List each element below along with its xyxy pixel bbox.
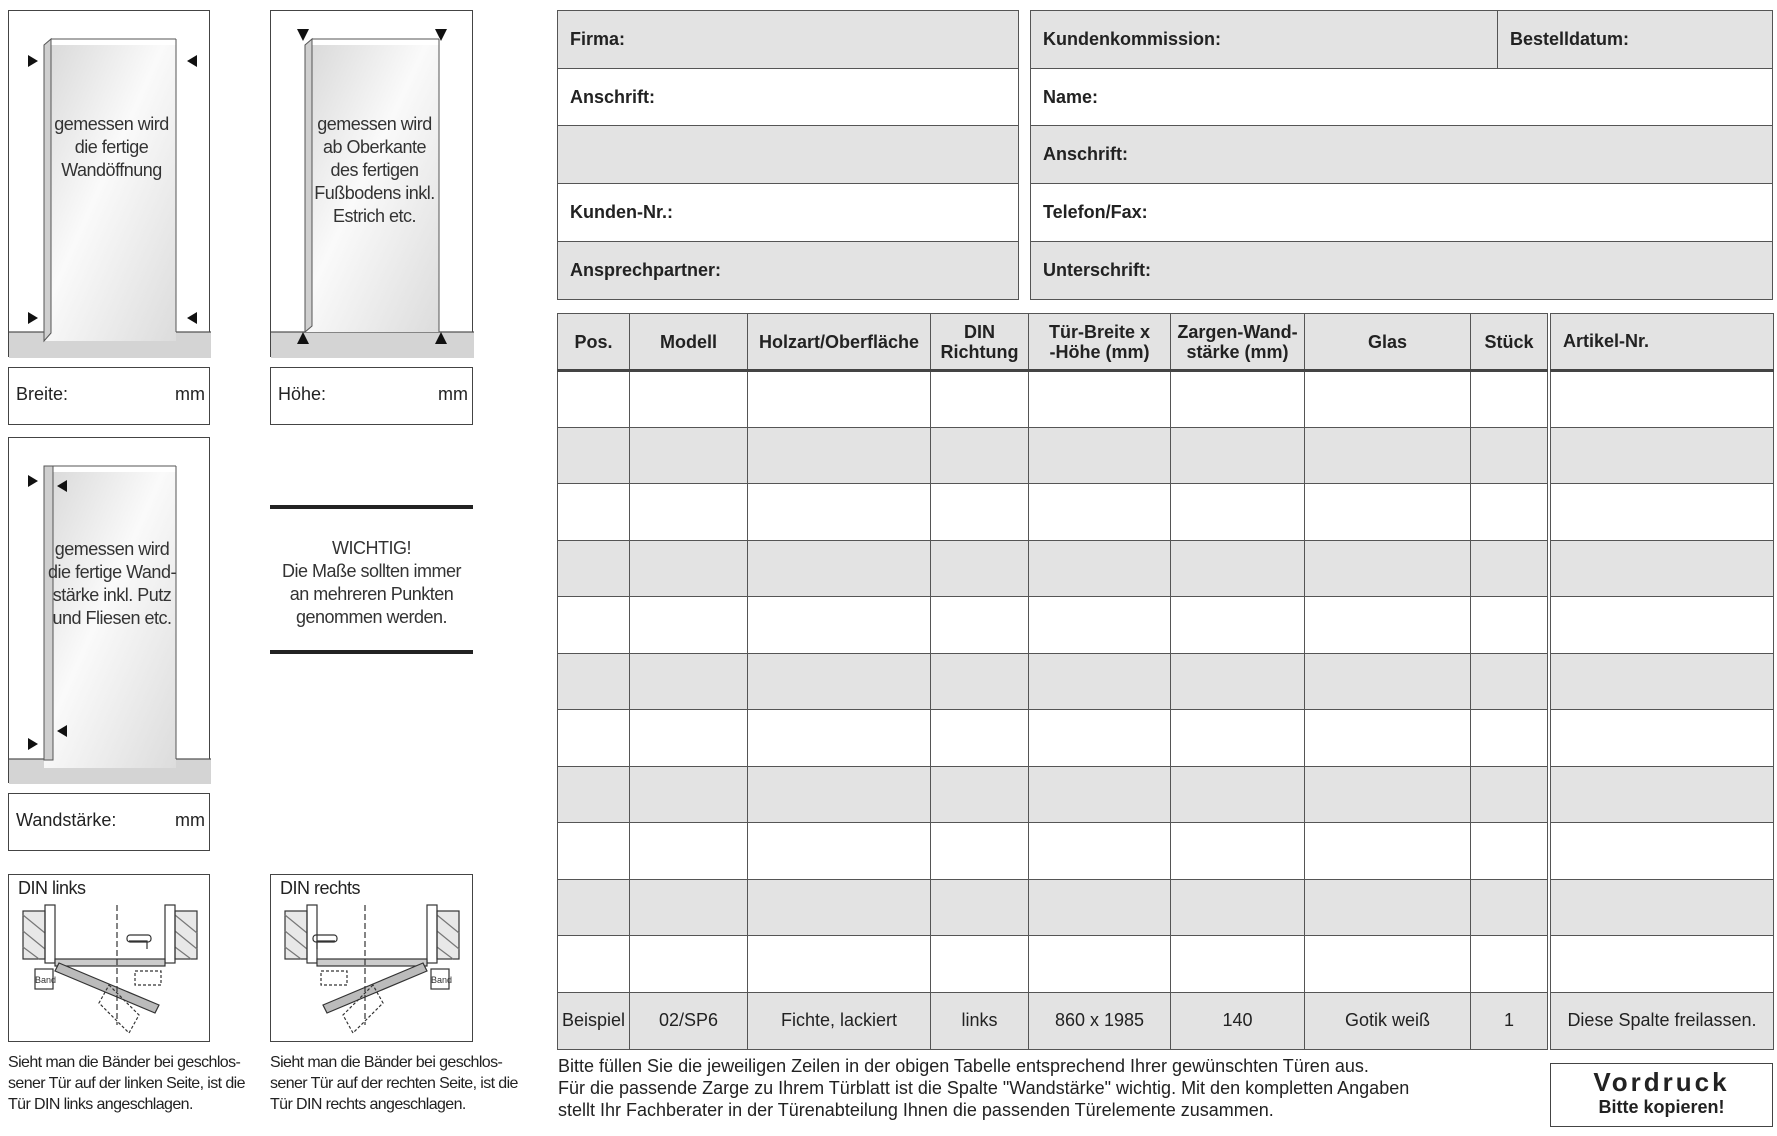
table-cell[interactable] xyxy=(748,879,931,936)
table-cell[interactable] xyxy=(1471,597,1548,654)
col-header-text: Stück xyxy=(1484,331,1534,352)
table-cell[interactable] xyxy=(558,766,630,823)
artikel-cell[interactable] xyxy=(1551,823,1774,880)
din-right-diagram xyxy=(270,874,473,1042)
artikel-cell[interactable] xyxy=(1551,936,1774,993)
artikel-row xyxy=(1551,427,1774,484)
artikel-cell[interactable] xyxy=(1551,540,1774,597)
vordruck-subtitle: Bitte kopieren! xyxy=(1598,1097,1725,1117)
wall-text-line: und Fliesen etc. xyxy=(52,608,172,628)
col-header-text: Holzart/Oberfläche xyxy=(758,331,920,352)
table-cell[interactable] xyxy=(748,766,931,823)
table-cell[interactable] xyxy=(1029,653,1171,710)
table-cell[interactable] xyxy=(1471,427,1548,484)
anschrift-right-label: Anschrift: xyxy=(1043,144,1128,164)
table-row xyxy=(558,653,1548,710)
table-cell[interactable] xyxy=(558,371,630,428)
artikel-row xyxy=(1551,879,1774,936)
wichtig-line: WICHTIG! xyxy=(332,538,411,558)
artikel-row xyxy=(1551,936,1774,993)
table-row xyxy=(558,371,1548,428)
din-left-caption-line: Tür DIN links angeschlagen. xyxy=(8,1096,193,1113)
table-cell[interactable] xyxy=(630,371,748,428)
wall-text-line: die fertige Wand- xyxy=(48,562,176,582)
table-cell[interactable] xyxy=(558,653,630,710)
table-cell[interactable] xyxy=(931,710,1029,767)
height-text-line: Fußbodens inkl. xyxy=(314,183,435,203)
table-cell[interactable] xyxy=(1029,597,1171,654)
artikel-cell[interactable] xyxy=(1551,879,1774,936)
table-row xyxy=(558,710,1548,767)
example-cell: Fichte, lackiert xyxy=(748,992,931,1049)
artikel-table xyxy=(1550,313,1774,1050)
col-header-zargen xyxy=(1171,314,1305,371)
wichtig-note xyxy=(270,537,473,629)
din-right-caption-line: Tür DIN rechts angeschlagen. xyxy=(270,1096,466,1113)
din-left-caption-line: sener Tür auf der linken Seite, ist die xyxy=(8,1075,245,1092)
bestelldatum-field[interactable] xyxy=(1497,10,1773,69)
width-text-line: gemessen wird xyxy=(54,114,169,134)
anschrift-left-field-2[interactable] xyxy=(557,125,1019,184)
note-line: Bitte füllen Sie die jeweiligen Zeilen in der obigen Tabelle entsprechend Ihrer gewünschten Türen aus. xyxy=(558,1056,1369,1076)
band-label-left: Band xyxy=(35,975,57,985)
artikel-row xyxy=(1551,710,1774,767)
width-field[interactable] xyxy=(8,367,210,425)
col-header-artikel-nr: Artikel-Nr. xyxy=(1551,314,1774,371)
example-cell: Beispiel xyxy=(558,992,630,1049)
width-diagram xyxy=(8,10,210,357)
table-cell[interactable] xyxy=(1471,484,1548,541)
kunden-nr-field[interactable] xyxy=(557,183,1019,242)
anschrift-left-label: Anschrift: xyxy=(570,86,655,107)
table-cell[interactable] xyxy=(1029,484,1171,541)
table-cell[interactable] xyxy=(1171,766,1305,823)
height-text-line: ab Oberkante xyxy=(322,137,427,157)
table-cell[interactable] xyxy=(748,597,931,654)
col-header-text: Pos. xyxy=(574,331,613,352)
table-cell[interactable] xyxy=(1305,936,1471,993)
name-label: Name: xyxy=(1043,86,1099,107)
artikel-cell[interactable] xyxy=(1551,371,1774,428)
table-row xyxy=(558,766,1548,823)
col-header-text: Modell xyxy=(660,331,717,352)
kundenkommission-label: Kundenkommission: xyxy=(1043,29,1222,49)
col-header-text: -Höhe (mm) xyxy=(1049,341,1150,362)
table-cell[interactable] xyxy=(748,540,931,597)
artikel-example-cell: Diese Spalte freilassen. xyxy=(1551,992,1774,1049)
table-cell[interactable] xyxy=(630,766,748,823)
door-hinge-right-drawing xyxy=(271,875,474,1043)
height-text-line: gemessen wird xyxy=(317,114,432,134)
table-cell[interactable] xyxy=(931,823,1029,880)
wichtig-top-rule xyxy=(270,505,473,509)
col-header-text: Richtung xyxy=(940,341,1019,362)
orders-table xyxy=(557,313,1548,1050)
table-cell[interactable] xyxy=(1171,540,1305,597)
wall-thickness-diagram xyxy=(8,437,210,783)
height-diagram-text xyxy=(311,113,438,228)
table-cell[interactable] xyxy=(1171,879,1305,936)
table-cell[interactable] xyxy=(1305,427,1471,484)
kunden-nr-label: Kunden-Nr.: xyxy=(570,202,673,222)
table-cell[interactable] xyxy=(931,879,1029,936)
col-header-modell xyxy=(630,314,748,371)
table-cell[interactable] xyxy=(558,427,630,484)
table-cell[interactable] xyxy=(558,936,630,993)
table-cell[interactable] xyxy=(748,371,931,428)
table-cell[interactable] xyxy=(931,653,1029,710)
table-cell[interactable] xyxy=(558,597,630,654)
artikel-cell[interactable] xyxy=(1551,427,1774,484)
col-header-tuer-breite xyxy=(1029,314,1171,371)
table-cell[interactable] xyxy=(1471,710,1548,767)
col-header-text: Zargen-Wand- xyxy=(1177,321,1298,342)
table-cell[interactable] xyxy=(1029,540,1171,597)
wichtig-bottom-rule xyxy=(270,650,473,654)
table-cell[interactable] xyxy=(931,766,1029,823)
col-header-pos xyxy=(558,314,630,371)
wall-thickness-label: Wandstärke: xyxy=(16,810,117,830)
ansprechpartner-label: Ansprechpartner: xyxy=(570,260,722,280)
table-row xyxy=(558,823,1548,880)
table-cell[interactable] xyxy=(630,823,748,880)
table-cell[interactable] xyxy=(630,710,748,767)
wall-text-line: gemessen wird xyxy=(54,539,170,559)
table-cell[interactable] xyxy=(1305,766,1471,823)
table-cell[interactable] xyxy=(558,823,630,880)
table-cell[interactable] xyxy=(1029,766,1171,823)
table-cell[interactable] xyxy=(1029,371,1171,428)
table-cell[interactable] xyxy=(630,427,748,484)
height-text-line: Estrich etc. xyxy=(332,206,417,226)
table-row xyxy=(558,484,1548,541)
table-cell[interactable] xyxy=(630,879,748,936)
table-cell[interactable] xyxy=(630,484,748,541)
wichtig-line: Die Maße sollten immer xyxy=(281,561,462,581)
table-cell[interactable] xyxy=(630,540,748,597)
table-cell[interactable] xyxy=(748,653,931,710)
din-right-caption-line: sener Tür auf der rechten Seite, ist die xyxy=(270,1075,518,1092)
din-left-title: DIN links xyxy=(18,878,86,898)
table-cell[interactable] xyxy=(748,427,931,484)
example-cell: links xyxy=(931,992,1029,1049)
artikel-header-row xyxy=(1551,314,1774,371)
table-cell[interactable] xyxy=(748,710,931,767)
table-cell[interactable] xyxy=(1171,597,1305,654)
artikel-row xyxy=(1551,597,1774,654)
height-diagram xyxy=(270,10,473,357)
note-line: stellt Ihr Fachberater in der Türenabteilung Ihnen die passenden Türelemente zusammen. xyxy=(558,1100,1274,1120)
orders-header-row xyxy=(558,314,1548,371)
table-cell[interactable] xyxy=(1305,371,1471,428)
col-header-text: stärke (mm) xyxy=(1186,341,1289,362)
table-cell[interactable] xyxy=(1305,540,1471,597)
vordruck-stamp xyxy=(1550,1063,1773,1127)
table-cell[interactable] xyxy=(1171,484,1305,541)
col-header-stueck xyxy=(1471,314,1548,371)
height-field[interactable] xyxy=(270,367,473,425)
table-cell[interactable] xyxy=(1471,936,1548,993)
ansprechpartner-field[interactable] xyxy=(557,241,1019,300)
width-text-line: die fertige xyxy=(74,137,149,157)
table-cell[interactable] xyxy=(1471,371,1548,428)
table-cell[interactable] xyxy=(1171,710,1305,767)
telefon-fax-label: Telefon/Fax: xyxy=(1043,202,1148,222)
width-label: Breite: xyxy=(16,384,69,404)
table-cell[interactable] xyxy=(1471,540,1548,597)
din-left-caption xyxy=(8,1052,253,1115)
wichtig-line: an mehreren Punkten xyxy=(289,584,454,604)
kundenkommission-field[interactable] xyxy=(1030,10,1498,69)
table-cell[interactable] xyxy=(1171,371,1305,428)
table-cell[interactable] xyxy=(1471,879,1548,936)
artikel-cell[interactable] xyxy=(1551,484,1774,541)
unterschrift-label: Unterschrift: xyxy=(1043,260,1152,280)
table-cell[interactable] xyxy=(1171,427,1305,484)
table-cell[interactable] xyxy=(931,597,1029,654)
table-cell[interactable] xyxy=(1305,823,1471,880)
artikel-row xyxy=(1551,653,1774,710)
din-right-title: DIN rechts xyxy=(280,878,361,898)
height-label: Höhe: xyxy=(278,384,327,404)
table-cell[interactable] xyxy=(558,484,630,541)
unterschrift-field[interactable] xyxy=(1030,241,1773,300)
table-cell[interactable] xyxy=(1471,766,1548,823)
firma-field[interactable] xyxy=(557,10,1019,69)
table-cell[interactable] xyxy=(1029,823,1171,880)
table-cell[interactable] xyxy=(931,540,1029,597)
table-row xyxy=(558,936,1548,993)
width-unit: mm xyxy=(175,384,205,404)
telefon-fax-field[interactable] xyxy=(1030,183,1773,242)
example-row xyxy=(558,992,1548,1049)
col-header-text: Glas xyxy=(1367,331,1408,352)
table-cell[interactable] xyxy=(1171,823,1305,880)
table-cell[interactable] xyxy=(1029,427,1171,484)
artikel-row xyxy=(1551,823,1774,880)
height-text-line: des fertigen xyxy=(330,160,419,180)
table-cell[interactable] xyxy=(558,540,630,597)
artikel-row xyxy=(1551,484,1774,541)
artikel-cell[interactable] xyxy=(1551,710,1774,767)
table-cell[interactable] xyxy=(630,653,748,710)
table-cell[interactable] xyxy=(931,427,1029,484)
col-header-text: Tür-Breite x xyxy=(1048,321,1151,342)
table-cell[interactable] xyxy=(1029,936,1171,993)
table-row xyxy=(558,597,1548,654)
artikel-cell[interactable] xyxy=(1551,766,1774,823)
din-right-caption xyxy=(270,1052,530,1115)
din-left-diagram xyxy=(8,874,210,1042)
wall-thickness-field[interactable] xyxy=(8,793,210,851)
vordruck-title: Vordruck xyxy=(1593,1067,1730,1097)
table-cell[interactable] xyxy=(1471,653,1548,710)
artikel-row xyxy=(1551,371,1774,428)
din-right-caption-line: Sieht man die Bänder bei geschlos- xyxy=(270,1054,503,1071)
door-hinge-left-drawing xyxy=(9,875,211,1043)
table-cell[interactable] xyxy=(558,879,630,936)
table-cell[interactable] xyxy=(630,597,748,654)
artikel-cell[interactable] xyxy=(1551,653,1774,710)
table-cell[interactable] xyxy=(1305,653,1471,710)
example-cell: Gotik weiß xyxy=(1305,992,1471,1049)
wall-text-line: stärke inkl. Putz xyxy=(52,585,172,605)
height-unit: mm xyxy=(438,384,468,404)
table-cell[interactable] xyxy=(1471,823,1548,880)
col-header-text: DIN xyxy=(964,321,995,342)
table-cell[interactable] xyxy=(1029,710,1171,767)
table-cell[interactable] xyxy=(748,823,931,880)
note-line: Für die passende Zarge zu Ihrem Türblatt ist die Spalte "Wandstärke" wichtig. Mit den kompletten Angaben xyxy=(558,1078,1410,1098)
table-row xyxy=(558,540,1548,597)
table-row xyxy=(558,879,1548,936)
table-cell[interactable] xyxy=(1029,879,1171,936)
wall-diagram-text xyxy=(47,538,177,630)
table-cell[interactable] xyxy=(558,710,630,767)
artikel-example-row xyxy=(1551,992,1774,1049)
table-cell[interactable] xyxy=(931,484,1029,541)
instructions-note xyxy=(558,1055,1409,1121)
table-cell[interactable] xyxy=(748,484,931,541)
anschrift-left-field[interactable] xyxy=(557,68,1019,126)
table-cell[interactable] xyxy=(1305,484,1471,541)
artikel-cell[interactable] xyxy=(1551,597,1774,654)
example-cell: 1 xyxy=(1471,992,1548,1049)
table-cell[interactable] xyxy=(1305,597,1471,654)
table-cell[interactable] xyxy=(1305,710,1471,767)
artikel-row xyxy=(1551,766,1774,823)
col-header-holzart xyxy=(748,314,931,371)
col-header-glas xyxy=(1305,314,1471,371)
name-field[interactable] xyxy=(1030,68,1773,126)
din-left-caption-line: Sieht man die Bänder bei geschlos- xyxy=(8,1054,241,1071)
example-cell: 860 x 1985 xyxy=(1029,992,1171,1049)
width-text-line: Wandöffnung xyxy=(61,160,162,180)
table-row xyxy=(558,427,1548,484)
col-header-din-richtung xyxy=(931,314,1029,371)
artikel-row xyxy=(1551,540,1774,597)
table-cell[interactable] xyxy=(1171,936,1305,993)
band-label-right: Band xyxy=(431,975,453,985)
wichtig-line: genommen werden. xyxy=(295,607,448,627)
wall-thickness-unit: mm xyxy=(175,810,205,830)
example-cell: 140 xyxy=(1171,992,1305,1049)
width-diagram-drawing xyxy=(9,11,211,358)
anschrift-right-field[interactable] xyxy=(1030,125,1773,184)
example-cell: 02/SP6 xyxy=(630,992,748,1049)
table-cell[interactable] xyxy=(931,936,1029,993)
table-cell[interactable] xyxy=(931,371,1029,428)
table-cell[interactable] xyxy=(1305,879,1471,936)
bestelldatum-label: Bestelldatum: xyxy=(1510,29,1630,49)
table-cell[interactable] xyxy=(630,936,748,993)
width-diagram-text xyxy=(49,113,174,182)
firma-label: Firma: xyxy=(570,29,626,49)
table-cell[interactable] xyxy=(1171,653,1305,710)
table-cell[interactable] xyxy=(748,936,931,993)
